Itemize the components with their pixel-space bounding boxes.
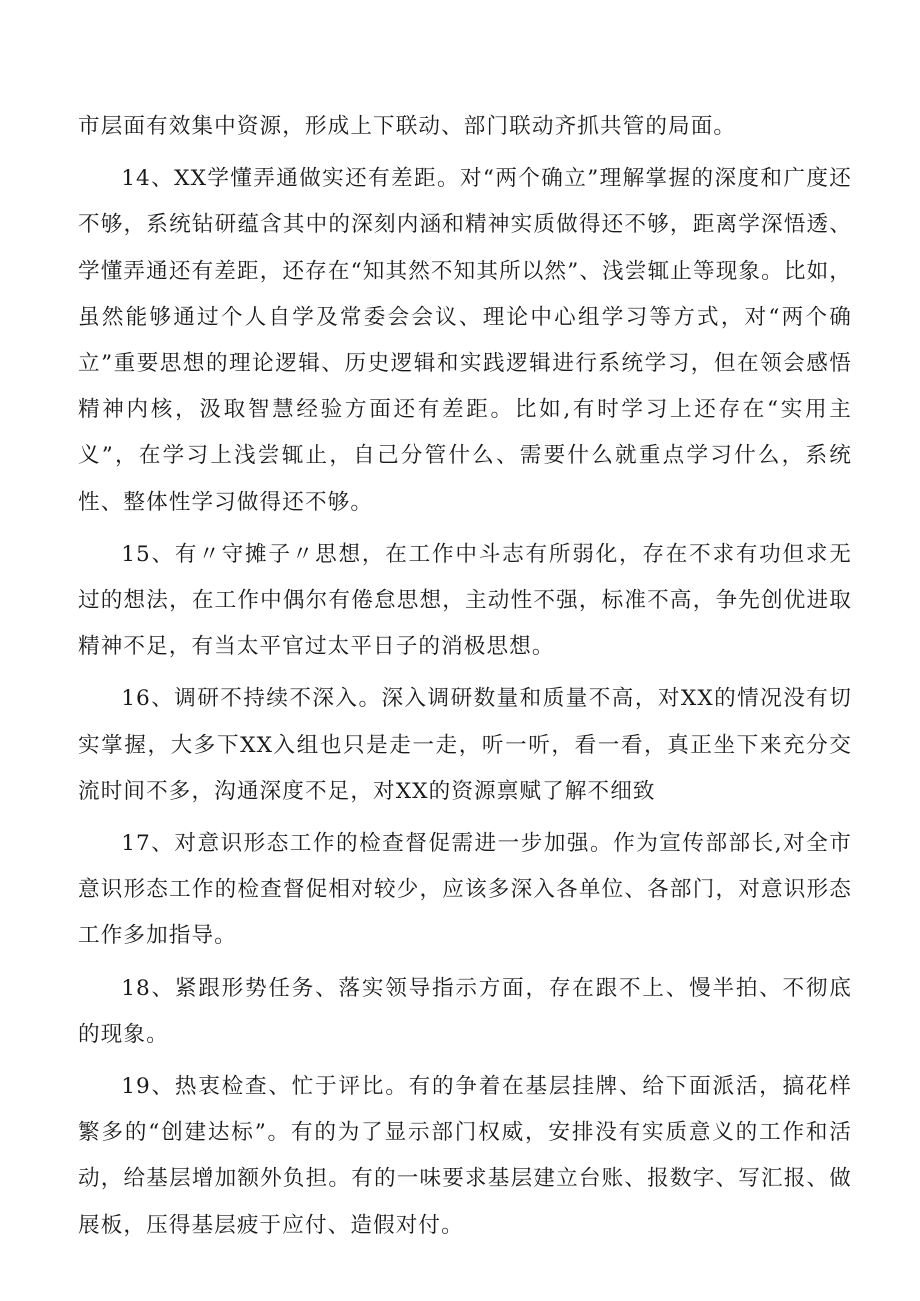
paragraph-item-19: 19、热衷检查、忙于评比。有的争着在基层挂牌、给下面派活，搞花样繁多的“创建达标”。有的为了显示部门权威，安排没有实质意义的工作和活动，给基层增加额外负担。有的一味要求基层建立台账、报数字、写汇报、做展板，压得基层疲于应付、造假对付。 — [78, 1074, 852, 1238]
paragraph-item-14: 14、XX学懂弄通做实还有差距。对“两个确立”理解掌握的深度和广度还不够，系统钻研蕴含其中的深刻内涵和精神实质做得还不够，距离学深悟透、学懂弄通还有差距，还存在“知其然不知其所以然”、浅尝辄止等现象。比如，虽然能够通过个人自学及常委会会议、理论中心组学习等方式，对“两个确立”重要思想的理论逻辑、历史逻辑和实践逻辑进行系统学习，但在领会感悟精神内核，汲取智慧经验方面还有差距。比如,有时学习上还存在“实用主义”，在学习上浅尝辄止，自己分管什么、需要什么就重点学习什么，系统性、整体性学习做得还不够。 — [78, 166, 852, 515]
paragraph-item-16: 16、调研不持续不深入。深入调研数量和质量不高，对XX的情况没有切实掌握，大多下XX入组也只是走一走，听一听，看一看，真正坐下来充分交流时间不多，沟通深度不足，对XX的资源禀赋了解不细致 — [78, 686, 852, 804]
paragraph-item-18: 18、紧跟形势任务、落实领导指示方面，存在跟不上、慢半拍、不彻底的现象。 — [78, 975, 852, 1047]
document-body — [78, 104, 852, 1255]
paragraph-continuation: 市层面有效集中资源，形成上下联动、部门联动齐抓共管的局面。 — [78, 114, 737, 139]
paragraph-item-15: 15、有〃守摊子〃思想，在工作中斗志有所弱化，存在不求有功但求无过的想法，在工作中偶尔有倦怠思想，主动性不强，标准不高，争先创优进取精神不足，有当太平官过太平日子的消极思想。 — [78, 541, 852, 660]
paragraph-item-17: 17、对意识形态工作的检查督促需进一步加强。作为宣传部部长,对全市意识形态工作的检查督促相对较少，应该多深入各单位、各部门，对意识形态工作多加指导。 — [78, 831, 852, 949]
